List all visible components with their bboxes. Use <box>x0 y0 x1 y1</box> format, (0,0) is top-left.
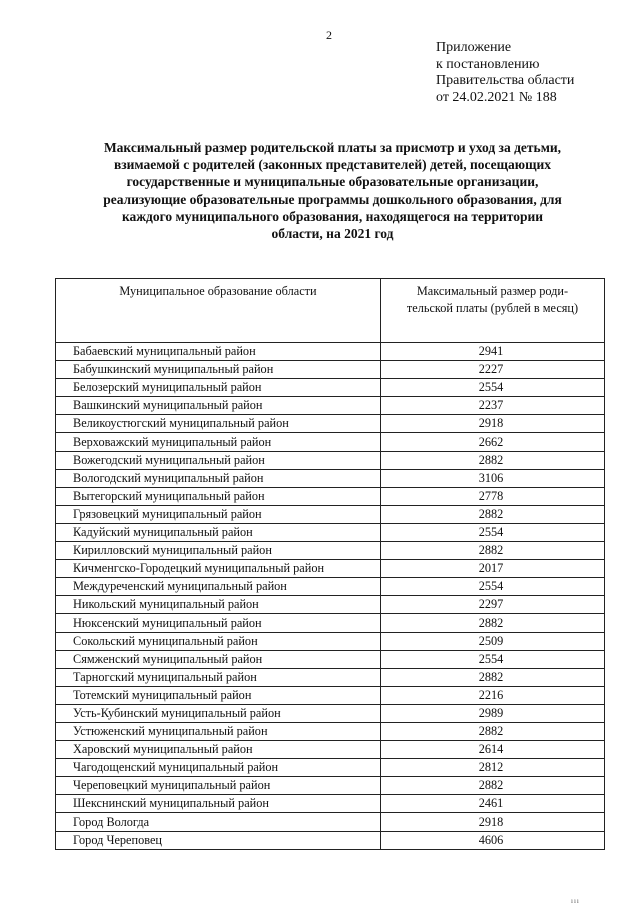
max-fee-value: 2216 <box>381 686 605 704</box>
title-line: Максимальный размер родительской платы за присмотр и уход за детьми, <box>103 140 562 155</box>
table-row <box>56 813 605 831</box>
header-max-fee-line: тельской платы (рублей в месяц) <box>406 301 579 315</box>
municipality-name: Сямженский муниципальный район <box>56 650 381 668</box>
table-row <box>56 614 605 632</box>
municipality-name: Сокольский муниципальный район <box>56 632 381 650</box>
table-row <box>56 759 605 777</box>
municipality-name: Великоустюгский муниципальный район <box>56 415 381 433</box>
appendix-block <box>436 40 574 106</box>
municipality-name: Чагодощенский муниципальный район <box>56 759 381 777</box>
max-fee-value: 2662 <box>381 433 605 451</box>
max-fee-value: 4606 <box>381 831 605 849</box>
municipality-name: Кичменгско-Городецкий муниципальный район <box>56 560 381 578</box>
table-row <box>56 542 605 560</box>
title-line: реализующие образовательные программы дошкольного образования, для <box>103 191 562 207</box>
max-fee-value: 2778 <box>381 487 605 505</box>
municipality-name: Вашкинский муниципальный район <box>56 397 381 415</box>
municipality-name: Усть-Кубинский муниципальный район <box>56 704 381 722</box>
max-fee-value: 2297 <box>381 596 605 614</box>
municipality-name: Череповецкий муниципальный район <box>56 777 381 795</box>
header-max-fee-line: Максимальный размер роди- <box>416 284 569 298</box>
table-row <box>56 831 605 849</box>
title-line: взимаемой с родителей (законных представителей) детей, посещающих <box>113 157 552 173</box>
appendix-line: от 24.02.2021 № 188 <box>436 89 557 105</box>
table-row <box>56 361 605 379</box>
municipality-name: Нюксенский муниципальный район <box>56 614 381 632</box>
table-row <box>56 343 605 361</box>
municipality-name: Кирилловский муниципальный район <box>56 542 381 560</box>
municipality-name: Вытегорский муниципальный район <box>56 487 381 505</box>
municipality-name: Город Вологда <box>56 813 381 831</box>
table-row <box>56 433 605 451</box>
max-fee-value: 2882 <box>381 614 605 632</box>
max-fee-value: 2461 <box>381 795 605 813</box>
table-body <box>56 343 605 850</box>
table-row <box>56 379 605 397</box>
page-number: 2 <box>326 28 332 42</box>
max-fee-value: 2882 <box>381 451 605 469</box>
table-row <box>56 487 605 505</box>
municipality-name: Белозерский муниципальный район <box>56 379 381 397</box>
municipality-name: Бабушкинский муниципальный район <box>56 361 381 379</box>
municipality-name: Вологодский муниципальный район <box>56 469 381 487</box>
municipality-name: Устюженский муниципальный район <box>56 722 381 740</box>
municipality-name: Кадуйский муниципальный район <box>56 523 381 541</box>
municipality-name: Никольский муниципальный район <box>56 596 381 614</box>
max-fee-value: 2882 <box>381 542 605 560</box>
table-row <box>56 795 605 813</box>
max-fee-value: 2882 <box>381 505 605 523</box>
max-fee-value: 2509 <box>381 632 605 650</box>
max-fee-value: 2554 <box>381 578 605 596</box>
title-line: области, на 2021 год <box>271 226 394 242</box>
table-row <box>56 560 605 578</box>
max-fee-value: 2812 <box>381 759 605 777</box>
municipality-name: Харовский муниципальный район <box>56 741 381 759</box>
footer-mark: ııı <box>571 897 580 905</box>
table-row <box>56 397 605 415</box>
table-row <box>56 523 605 541</box>
max-fee-value: 2017 <box>381 560 605 578</box>
document-title <box>60 139 605 242</box>
max-fee-value: 2989 <box>381 704 605 722</box>
municipality-name: Город Череповец <box>56 831 381 849</box>
municipality-name: Междуреченский муниципальный район <box>56 578 381 596</box>
municipality-name: Вожегодский муниципальный район <box>56 451 381 469</box>
municipality-name: Шекснинский муниципальный район <box>56 795 381 813</box>
max-fee-value: 2882 <box>381 722 605 740</box>
appendix-line: к постановлению <box>436 56 540 72</box>
max-fee-value: 2227 <box>381 361 605 379</box>
appendix-line: Правительства области <box>436 73 575 88</box>
table-header-row <box>56 279 605 343</box>
table-row <box>56 722 605 740</box>
max-fee-value: 2554 <box>381 523 605 541</box>
header-municipality: Муниципальное образование области <box>56 279 381 343</box>
max-fee-value: 2237 <box>381 397 605 415</box>
table-row <box>56 650 605 668</box>
municipality-name: Тарногский муниципальный район <box>56 668 381 686</box>
max-fee-value: 2918 <box>381 813 605 831</box>
max-fee-value: 2882 <box>381 668 605 686</box>
title-line: каждого муниципального образования, находящегося на территории <box>121 208 544 224</box>
table-row <box>56 505 605 523</box>
table-row <box>56 632 605 650</box>
table-row <box>56 741 605 759</box>
title-line: государственные и муниципальные образовательные организации, <box>126 174 539 190</box>
max-fee-value: 2941 <box>381 343 605 361</box>
fee-table <box>55 278 605 850</box>
municipality-name: Верховажский муниципальный район <box>56 433 381 451</box>
table-row <box>56 704 605 722</box>
max-fee-value: 3106 <box>381 469 605 487</box>
max-fee-value: 2554 <box>381 650 605 668</box>
max-fee-value: 2918 <box>381 415 605 433</box>
max-fee-value: 2614 <box>381 741 605 759</box>
table-row <box>56 415 605 433</box>
table-row <box>56 578 605 596</box>
municipality-name: Тотемский муниципальный район <box>56 686 381 704</box>
municipality-name: Грязовецкий муниципальный район <box>56 505 381 523</box>
max-fee-value: 2882 <box>381 777 605 795</box>
table-row <box>56 596 605 614</box>
max-fee-value: 2554 <box>381 379 605 397</box>
header-max-fee <box>381 279 605 343</box>
table-row <box>56 777 605 795</box>
municipality-name: Бабаевский муниципальный район <box>56 343 381 361</box>
table-row <box>56 469 605 487</box>
table-row <box>56 668 605 686</box>
table-row <box>56 686 605 704</box>
table-row <box>56 451 605 469</box>
appendix-line: Приложение <box>436 40 512 55</box>
